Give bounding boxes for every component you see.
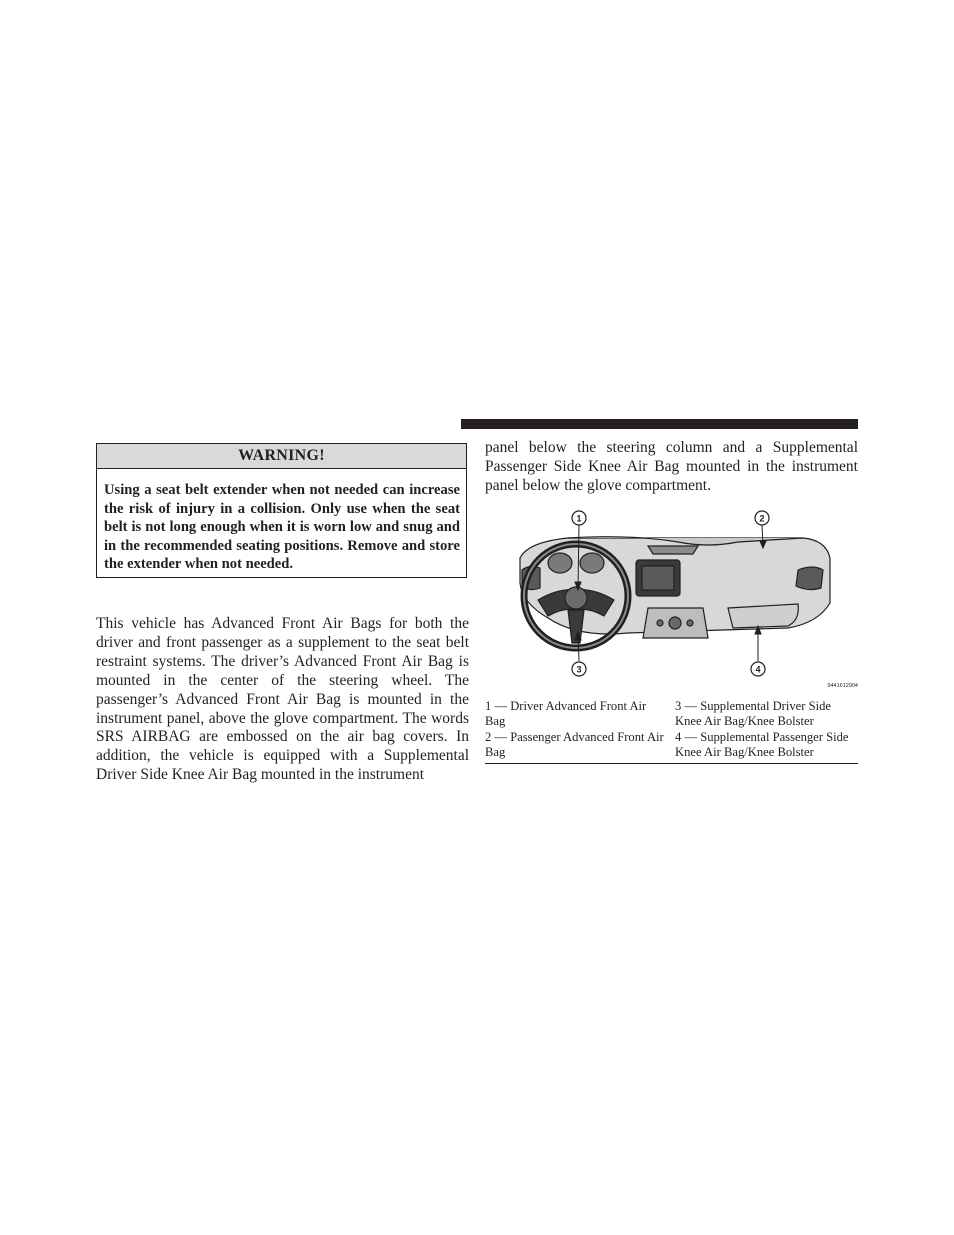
warning-box (96, 443, 467, 578)
section-header-bar (461, 419, 858, 429)
svg-text:4: 4 (755, 664, 761, 675)
body-text-right: panel below the steering column and a Supplemental Passenger Side Knee Air Bag mounted in the instrument panel below the glove compartment. (485, 439, 858, 494)
caption-4: 4 — Supplemental Passenger Side Knee Air Bag/Knee Bolster (675, 730, 849, 760)
dashboard-airbag-figure (508, 508, 860, 692)
dashboard-illustration (520, 537, 830, 648)
svg-text:3: 3 (576, 664, 582, 675)
warning-text: Using a seat belt extender when not needed can increase the risk of injury in a collision. Only use when the seat belt is not long enough when it is worn low and snug and in the recommended seating positions. Remove and store the extender when not needed. (104, 482, 460, 573)
caption-2: 2 — Passenger Advanced Front Air Bag (485, 730, 664, 760)
figure-captions (485, 699, 858, 764)
callout-4 (751, 662, 765, 676)
caption-3: 3 — Supplemental Driver Side Knee Air Bag/Knee Bolster (675, 699, 831, 729)
caption-1: 1 — Driver Advanced Front Air Bag (485, 699, 647, 729)
warning-title: WARNING! (97, 444, 466, 469)
figure-code: 9441612904 (827, 683, 858, 689)
svg-text:1: 1 (576, 513, 582, 524)
body-text-left: This vehicle has Advanced Front Air Bags for both the driver and front passenger as a supplement to the seat belt restraint systems. The driver’s Advanced Front Air Bag is mounted in the center of the steering wheel. The passenger’s Advanced Front Air Bag is mounted in the instrument panel, above the glove compartment. The words SRS AIRBAG are embossed on the air bag covers. In addition, the vehicle is equipped with a Supplemental Driver Side Knee Air Bag mounted in the instrument (96, 615, 469, 784)
svg-text:2: 2 (759, 513, 765, 524)
callout-3 (572, 662, 586, 676)
callout-2 (755, 511, 769, 525)
callout-1 (572, 511, 586, 525)
